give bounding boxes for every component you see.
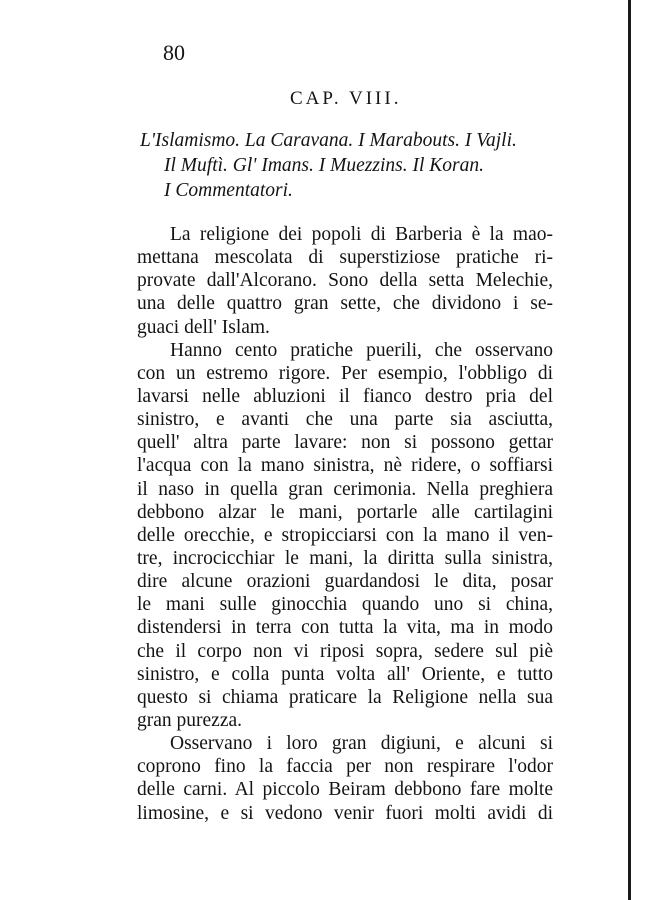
paragraph-3	[137, 732, 553, 825]
text-line: l'acqua con la mano sinistra, nè ridere, o soffiarsi	[137, 455, 553, 477]
text-line: sinistro, e avanti che una parte sia asciutta,	[137, 409, 553, 431]
text-line: sinistro, e colla punta volta all' Oriente, e tutto	[137, 663, 553, 685]
text-line: Osservano i loro gran digiuni, e alcuni si	[170, 733, 553, 755]
text-line: dire alcune orazioni guardandosi le dita, posar	[137, 571, 553, 593]
paragraph-2	[137, 339, 553, 732]
text-line: Hanno cento pratiche puerili, che osservano	[170, 339, 553, 361]
body-text	[137, 223, 553, 825]
text-line: provate dall'Alcorano. Sono della setta Melechie,	[137, 270, 553, 292]
text-line: guaci dell' Islam.	[137, 316, 270, 338]
text-line: questo si chiama praticare la Religione nella sua	[137, 686, 553, 708]
summary-line: Il Muftì. Gl' Imans. I Muezzins. Il Koran.	[164, 155, 484, 176]
text-line: con un estremo rigore. Per esempio, l'obbligo di	[137, 362, 553, 384]
page-number: 80	[163, 40, 185, 65]
text-line: tre, incrocicchiar le mani, la diritta sulla sinistra,	[137, 547, 553, 569]
text-line: il naso in quella gran cerimonia. Nella preghiera	[137, 478, 553, 500]
text-line: lavarsi nelle abluzioni il fianco destro pria del	[137, 385, 553, 407]
text-line: mettana mescolata di superstiziose pratiche ri-	[137, 247, 553, 269]
chapter-heading: CAP. VIII.	[290, 88, 402, 109]
summary-line: I Commentatori.	[164, 180, 293, 201]
text-line: le mani sulle ginocchia quando uno si china,	[137, 594, 553, 616]
text-line: coprono fino la faccia per non respirare l'odor	[137, 756, 553, 778]
text-line: La religione dei popoli di Barberia è la mao-	[170, 224, 553, 245]
text-line: limosine, e si vedono venir fuori molti avidi di	[137, 802, 553, 824]
summary-line: L'Islamismo. La Caravana. I Marabouts. I Vajli.	[140, 130, 517, 151]
text-line: debbono alzar le mani, portarle alle cartilagini	[137, 501, 553, 523]
chapter-summary	[140, 128, 560, 203]
text-line: delle carni. Al piccolo Beiram debbono fare molte	[137, 779, 553, 801]
paragraph-1	[137, 223, 553, 339]
text-line: una delle quattro gran sette, che dividono i se-	[137, 293, 553, 315]
text-line: delle orecchie, e stropicciarsi con la mano il ven-	[137, 524, 553, 546]
text-line: che il corpo non vi riposi sopra, sedere sul piè	[137, 640, 553, 662]
text-line: quell' altra parte lavare: non si possono gettar	[137, 432, 553, 454]
page-edge-rule	[628, 0, 631, 900]
text-line: distendersi in terra con tutta la vita, ma in modo	[137, 617, 553, 639]
text-line: gran purezza.	[137, 709, 243, 731]
